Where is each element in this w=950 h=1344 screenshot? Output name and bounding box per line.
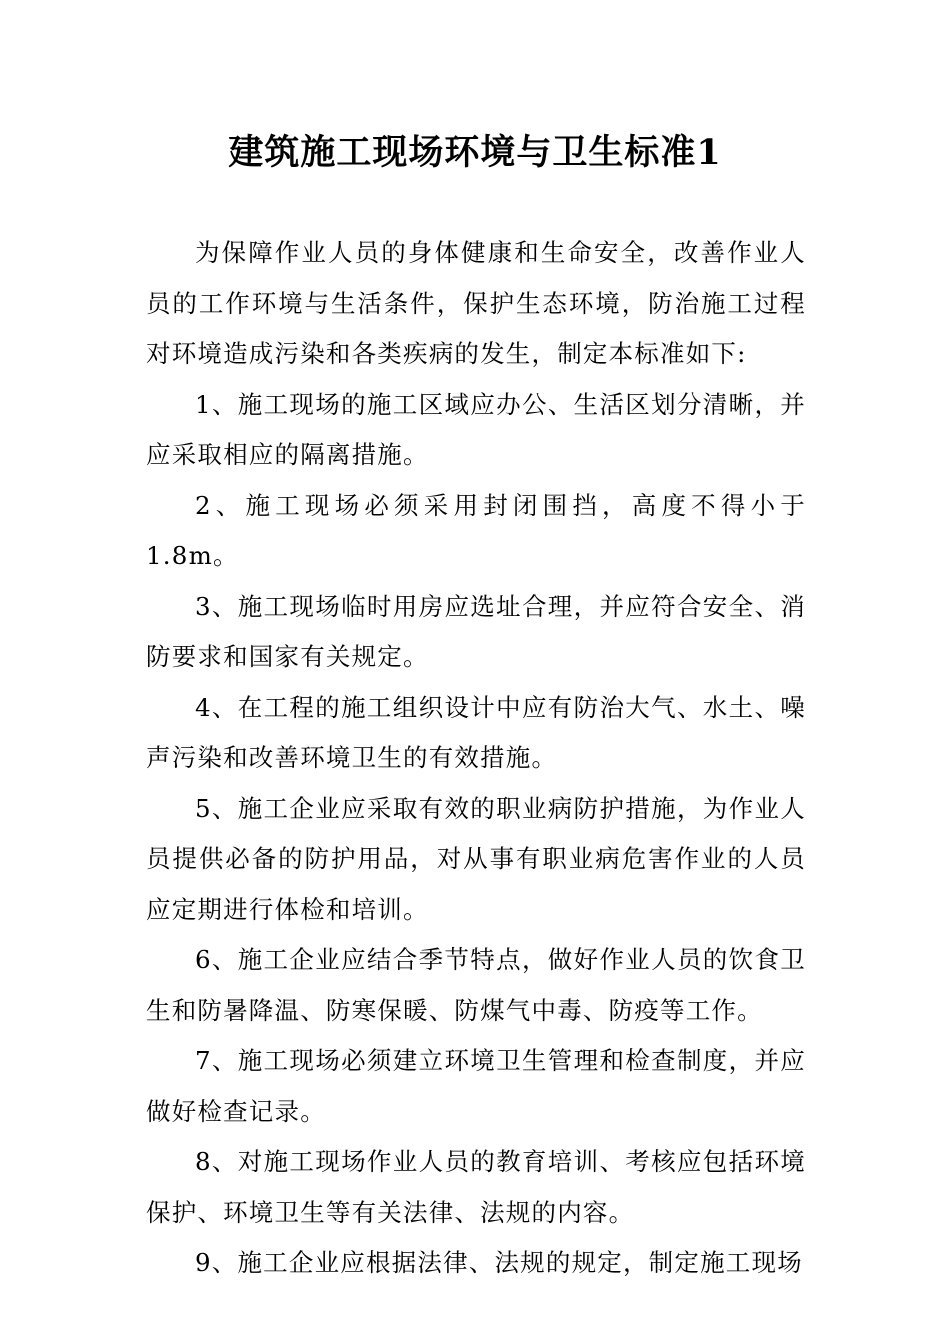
paragraph-item-5: 5、施工企业应采取有效的职业病防护措施，为作业人员提供必备的防护用品，对从事有职业病危害作业的人员应定期进行体检和培训。 <box>146 793 806 924</box>
paragraph-item-8: 8、对施工现场作业人员的教育培训、考核应包括环境保护、环境卫生等有关法律、法规的内容。 <box>146 1147 806 1227</box>
paragraph-item-7: 7、施工现场必须建立环境卫生管理和检查制度，并应做好检查记录。 <box>146 1046 806 1126</box>
paragraph-item-6: 6、施工企业应结合季节特点，做好作业人员的饮食卫生和防暑降温、防寒保暖、防煤气中毒、防疫等工作。 <box>146 945 806 1025</box>
paragraph-item-9: 9、施工企业应根据法律、法规的规定，制定施工现场 <box>195 1248 803 1277</box>
document-title: 建筑施工现场环境与卫生标准1 <box>228 132 722 173</box>
paragraph-item-3: 3、施工现场临时用房应选址合理，并应符合安全、消防要求和国家有关规定。 <box>146 591 806 671</box>
paragraph-intro: 为保障作业人员的身体健康和生命安全，改善作业人员的工作环境与生活条件，保护生态环境，防治施工过程对环境造成污染和各类疾病的发生，制定本标准如下: <box>146 238 806 368</box>
paragraph-item-4: 4、在工程的施工组织设计中应有防治大气、水土、噪声污染和改善环境卫生的有效措施。 <box>146 692 806 772</box>
document-body <box>146 228 806 1289</box>
paragraph-item-1: 1、施工现场的施工区域应办公、生活区划分清晰，并应采取相应的隔离措施。 <box>146 389 806 469</box>
paragraph-item-2: 2、施工现场必须采用封闭围挡，高度不得小于1.8m。 <box>146 490 806 570</box>
